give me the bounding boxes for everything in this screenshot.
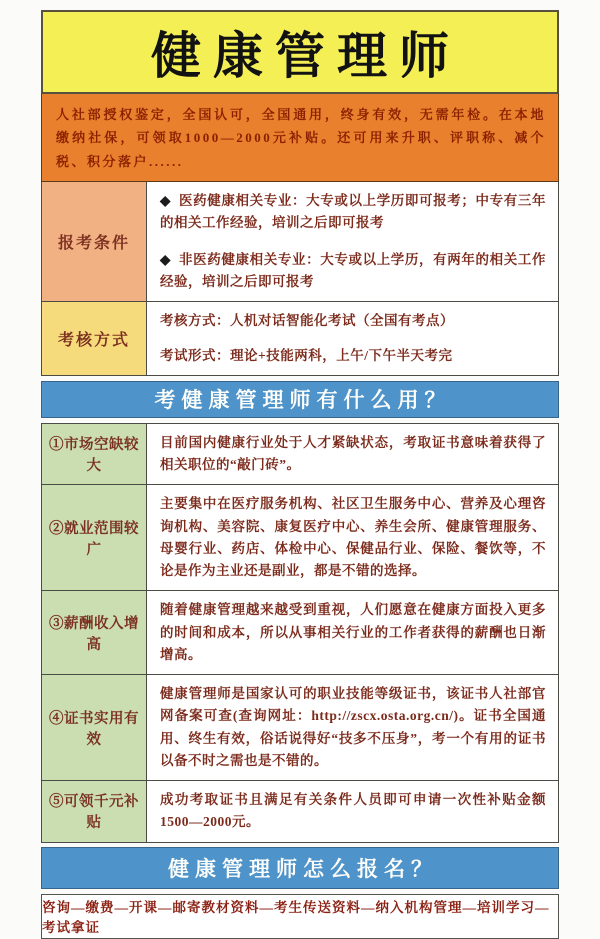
intro-banner	[41, 94, 559, 182]
benefit-text-4: 健康管理师是国家认可的职业技能等级证书，该证书人社部官网备案可查(查询网址：http://zscx.osta.org.cn/)。证书全国通用、终生有效，俗话说得好“技多不压身”，考一个有用的证书以备不时之需也是不错的。	[147, 675, 558, 780]
section-banner-uses-text: 考健康管理师有什么用？	[154, 388, 452, 413]
assessment-label: 考核方式	[42, 302, 147, 375]
benefit-text-3: 随着健康管理越来越受到重视，人们愿意在健康方面投入更多的时间和成本，所以从事相关行业的工作者获得的薪酬也日渐增高。	[147, 591, 558, 674]
table-row	[42, 484, 558, 590]
benefit-label-2: ②就业范围较广	[42, 485, 147, 590]
requirement-item	[160, 190, 546, 235]
intro-text: 人社部授权鉴定，全国认可，全国通用，终身有效，无需年检。在本地缴纳社保，可领取1000—2000元补贴。还可用来升职、评职称、减个税、积分落户......	[56, 107, 546, 169]
section-banner-uses	[41, 381, 559, 418]
benefits-table	[41, 423, 559, 843]
section-banner-signup	[41, 847, 559, 889]
table-row	[42, 674, 558, 780]
benefit-label-5: ⑤可领千元补贴	[42, 781, 147, 842]
assessment-body	[147, 302, 558, 375]
assessment-line: 考核方式：人机对话智能化考试（全国有考点）	[160, 313, 454, 329]
table-row	[42, 590, 558, 674]
benefit-text-2: 主要集中在医疗服务机构、社区卫生服务中心、营养及心理咨询机构、美容院、康复医疗中心、养生会所、健康管理服务、母婴行业、药店、体检中心、保健品行业、保险、餐饮等，不论是作为主业还是副业，都是不错的选择。	[147, 485, 558, 590]
benefit-label-3: ③薪酬收入增高	[42, 591, 147, 674]
signup-flow-box	[41, 894, 559, 939]
table-row	[42, 780, 558, 842]
diamond-bullet-icon: ◆	[160, 193, 172, 209]
requirement-text: 医药健康相关专业：大专或以上学历即可报考；中专有三年的相关工作经验，培训之后即可报考	[160, 193, 547, 231]
benefit-label-1: ①市场空缺较大	[42, 424, 147, 485]
assessment-line: 考试形式：理论+技能两科，上午/下午半天考完	[160, 347, 453, 363]
poster-sheet	[41, 10, 559, 939]
table-row	[42, 424, 558, 485]
signup-flow-text: 咨询—缴费—开课—邮寄教材资料—考生传送资料—纳入机构管理—培训学习—考试拿证	[42, 900, 550, 936]
table-row	[42, 182, 558, 301]
page-title-text: 健康管理师	[151, 28, 461, 84]
page-title	[41, 10, 559, 94]
benefit-text-1: 目前国内健康行业处于人才紧缺状态，考取证书意味着获得了相关职位的“敲门砖”。	[147, 424, 558, 485]
section-banner-signup-text: 健康管理师怎么报名？	[168, 856, 438, 881]
benefit-label-4: ④证书实用有效	[42, 675, 147, 780]
table-row	[42, 301, 558, 375]
requirement-text: 非医药健康相关专业：大专或以上学历，有两年的相关工作经验，培训之后即可报考	[160, 251, 547, 289]
benefit-text-5: 成功考取证书且满足有关条件人员即可申请一次性补贴金额1500—2000元。	[147, 781, 558, 842]
requirements-label: 报考条件	[42, 182, 147, 301]
diamond-bullet-icon: ◆	[160, 251, 172, 267]
requirement-item	[160, 249, 546, 294]
conditions-table	[41, 182, 559, 376]
requirements-body	[147, 182, 558, 301]
